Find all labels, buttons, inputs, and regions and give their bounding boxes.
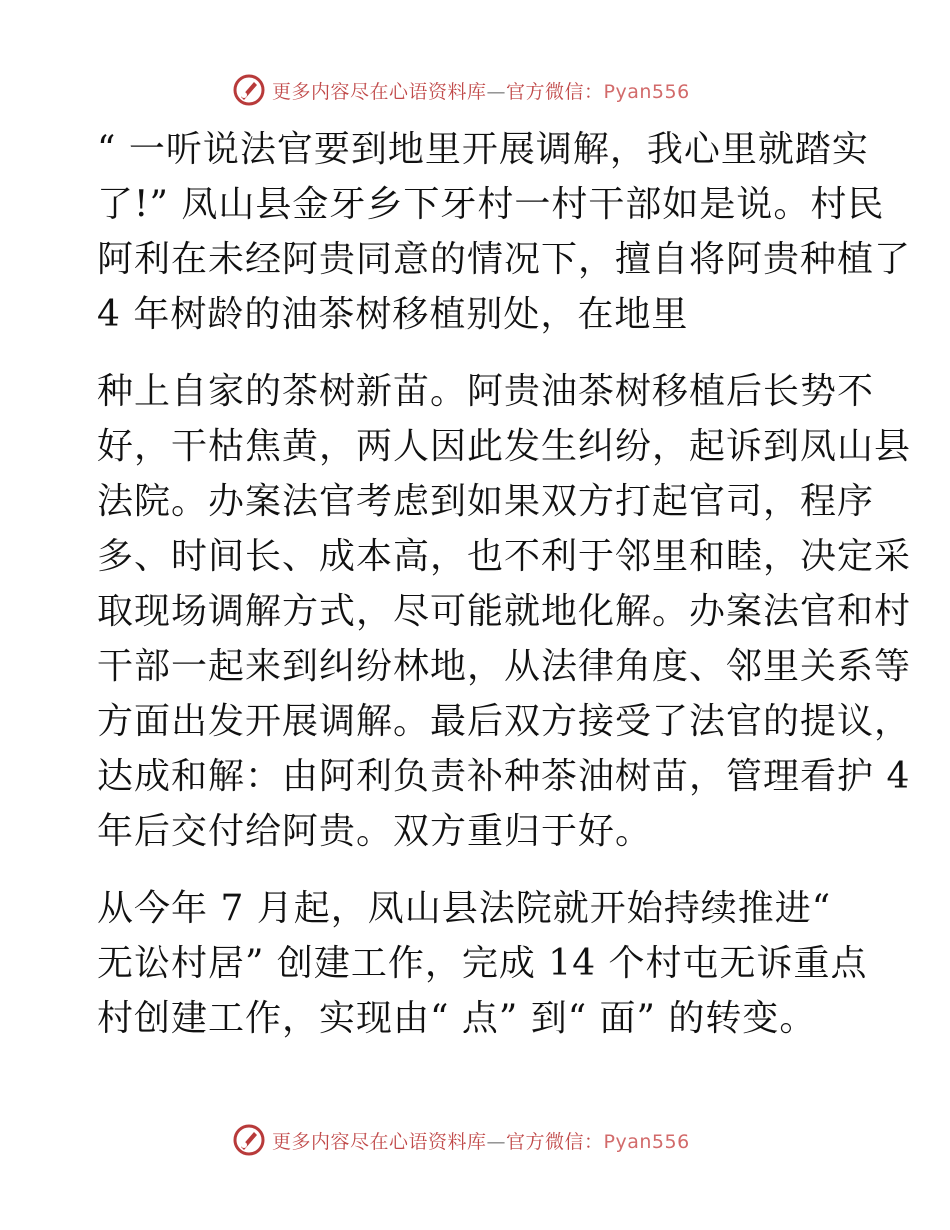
text-line: 年后交付给阿贵。双方重归于好。 xyxy=(97,811,653,852)
paragraph xyxy=(97,364,912,859)
text-line: 干部一起来到纠纷林地，从法律角度、邻里关系等 xyxy=(97,646,912,687)
text-line: 多、时间长、成本高，也不利于邻里和睦，决定采 xyxy=(97,536,912,577)
brand-logo-icon xyxy=(232,1123,266,1157)
banner-separator: — xyxy=(486,1130,507,1153)
text-line: 无讼村居” 创建工作，完成 14 个村屯无诉重点 xyxy=(97,943,868,984)
document-body xyxy=(97,122,912,1046)
text-line: 了!” 凤山县金牙乡下牙村一村干部如是说。村民 xyxy=(97,184,885,225)
banner-handle: Pyan556 xyxy=(603,1130,690,1153)
text-line: 阿利在未经阿贵同意的情况下，擅自将阿贵种植了 xyxy=(97,239,912,280)
text-line: 村创建工作，实现由“ 点” 到“ 面” 的转变。 xyxy=(97,998,817,1039)
banner-official-label: 官方微信： xyxy=(506,1130,604,1153)
banner-handle: Pyan556 xyxy=(603,80,690,103)
text-line: 4 年树龄的油茶树移植别处，在地里 xyxy=(97,294,689,335)
header-watermark xyxy=(232,72,690,108)
banner-official-label: 官方微信： xyxy=(506,80,604,103)
banner-text xyxy=(272,77,690,104)
text-line: “ 一听说法官要到地里开展调解，我心里就踏实 xyxy=(97,129,869,170)
text-line: 方面出发开展调解。最后双方接受了法官的提议， xyxy=(97,701,912,742)
banner-main-text: 更多内容尽在心语资料库 xyxy=(272,80,487,103)
paragraph-gap xyxy=(97,859,857,881)
paragraph-gap xyxy=(97,342,857,364)
text-line: 达成和解：由阿利负责补种茶油树苗，管理看护 4 xyxy=(97,756,911,797)
footer-watermark xyxy=(232,1122,690,1158)
paragraph xyxy=(97,881,868,1046)
banner-main-text: 更多内容尽在心语资料库 xyxy=(272,1130,487,1153)
text-line: 取现场调解方式，尽可能就地化解。办案法官和村 xyxy=(97,591,912,632)
brand-logo-icon xyxy=(232,73,266,107)
text-line: 法院。办案法官考虑到如果双方打起官司，程序 xyxy=(97,481,875,522)
text-line: 好，干枯焦黄，两人因此发生纠纷，起诉到凤山县 xyxy=(97,426,912,467)
banner-text xyxy=(272,1127,690,1154)
banner-separator: — xyxy=(486,80,507,103)
text-line: 从今年 7 月起，凤山县法院就开始持续推进“ xyxy=(97,888,832,929)
paragraph xyxy=(97,122,912,342)
text-line: 种上自家的茶树新苗。阿贵油茶树移植后长势不 xyxy=(97,371,875,412)
